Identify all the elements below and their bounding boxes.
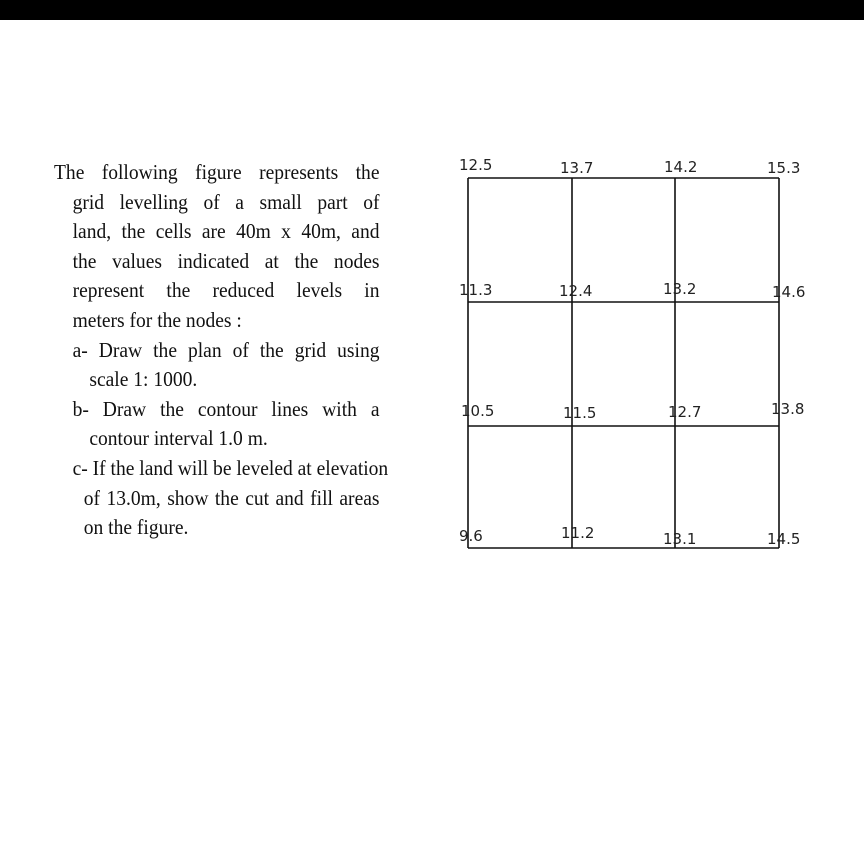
node-level-r1-c3: 14.2 (664, 158, 698, 176)
node-labels (459, 156, 805, 548)
problem-line: grid levelling of a small part of (72, 189, 380, 214)
node-level-r4-c2: 11.2 (561, 524, 595, 542)
problem-line: represent the reduced levels in (72, 278, 380, 303)
node-level-r3-c2: 11.5 (563, 404, 597, 422)
node-level-r3-c3: 12.7 (668, 403, 702, 421)
task-b-interval: contour interval 1.0 m. (89, 426, 268, 451)
node-level-r2-c1: 11.3 (459, 281, 493, 299)
node-level-r2-c3: 13.2 (663, 280, 697, 298)
grid-lines (468, 178, 779, 548)
task-c: c- If the land will be leveled at elevation (72, 455, 389, 480)
node-level-r4-c4: 14.5 (767, 530, 801, 548)
node-level-r3-c1: 10.5 (461, 402, 495, 420)
task-c-line: of 13.0m, show the cut and fill areas (83, 485, 380, 510)
problem-line: the values indicated at the nodes (72, 248, 380, 273)
node-level-r2-c4: 14.6 (772, 283, 806, 301)
problem-line: The following figure represents the (54, 160, 380, 184)
node-level-r2-c2: 12.4 (559, 282, 593, 300)
node-level-r1-c2: 13.7 (560, 159, 594, 177)
problem-line: meters for the nodes : (72, 307, 242, 332)
task-b: b- Draw the contour lines with a (72, 396, 380, 421)
node-level-r3-c4: 13.8 (771, 400, 805, 418)
task-a-scale: scale 1: 1000. (89, 367, 198, 392)
node-level-r1-c4: 15.3 (767, 159, 801, 177)
node-level-r1-c1: 12.5 (459, 156, 493, 174)
node-level-r4-c1: 9.6 (459, 527, 483, 545)
problem-line: land, the cells are 40m x 40m, and (72, 219, 380, 244)
task-a: a- Draw the plan of the grid using (72, 337, 380, 362)
node-level-r4-c3: 13.1 (663, 530, 697, 548)
task-c-line: on the figure. (83, 515, 189, 540)
